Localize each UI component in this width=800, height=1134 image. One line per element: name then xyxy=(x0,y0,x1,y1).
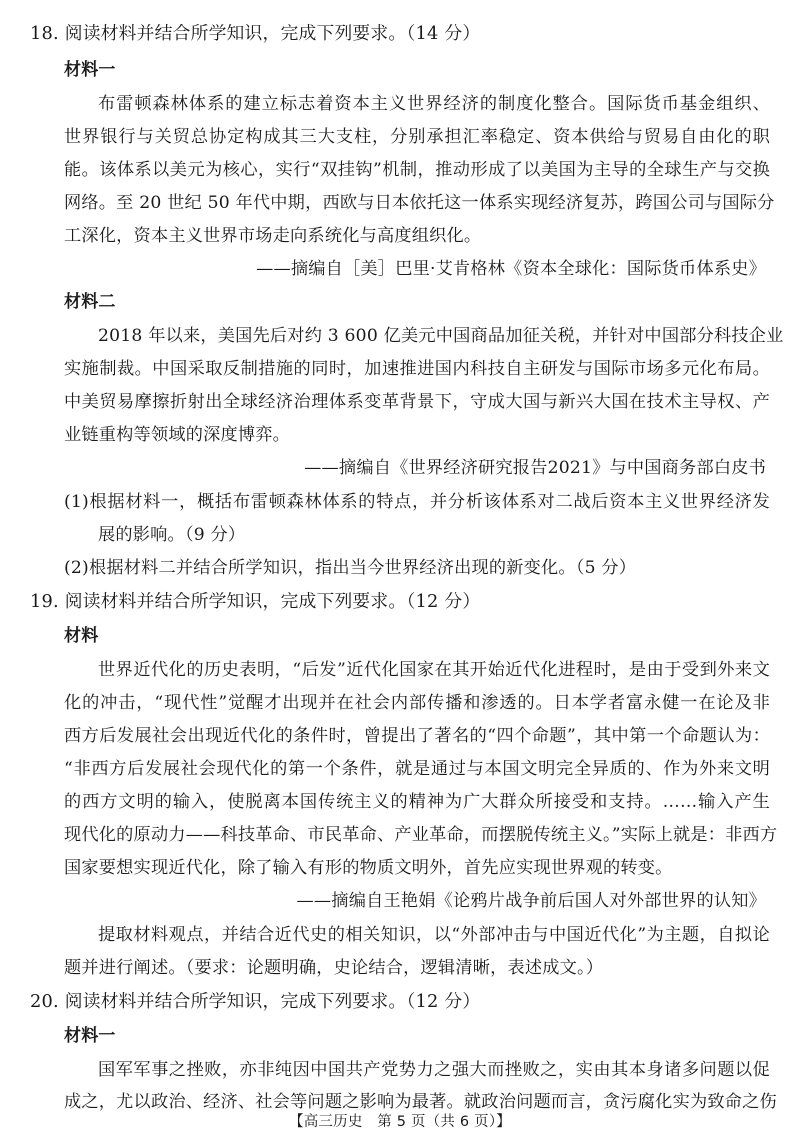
q19-material-line: 国家要想实现近代化，除了输入有形的物质文明外，首先应实现世界观的转变。 xyxy=(64,858,673,878)
q19-task-line: 提取材料观点，并结合近代史的相关知识，以“外部冲击与中国近代化”为主题，自拟论 xyxy=(98,925,770,945)
q18-material-2-line: 实施制裁。中国采取反制措施的同时，加速推进国内科技自主研发与国际市场多元化布局。 xyxy=(64,359,770,379)
question-19-heading: 19. 阅读材料并结合所学知识，完成下列要求。（12 分） xyxy=(30,591,481,612)
q18-material-1-line: 工深化，资本主义世界市场走向系统化与高度组织化。 xyxy=(64,226,482,246)
q19-material-line: “非西方后发展社会现代化的第一个条件，就是通过与本国文明完全异质的、作为外来文明 xyxy=(64,759,770,779)
question-20-heading: 20. 阅读材料并结合所学知识，完成下列要求。（12 分） xyxy=(30,991,481,1012)
q19-material-line: 世界近代化的历史表明，“后发”近代化国家在其开始近代化进程时，是由于受到外来文 xyxy=(98,660,770,680)
q18-material-1-title: 材料一 xyxy=(64,60,116,80)
q18-material-1-line: 能。该体系以美元为核心，实行“双挂钩”机制，推动形成了以美国为主导的全球生产与交换 xyxy=(64,160,770,180)
q19-material-line: 西方后发展社会出现近代化的条件时，曾提出了著名的“四个命题”，其中第一个命题认为： xyxy=(64,726,770,746)
q19-material-title: 材料 xyxy=(64,626,99,646)
q20-material-1-line: 成之，尤以政治、经济、社会等问题之影响为最著。就政治问题而言，贪污腐化实为致命之伤 xyxy=(64,1092,777,1112)
q18-subquestion-1: (1)根据材料一，概括布雷顿森林体系的特点，并分析该体系对二战后资本主义世界经济发 xyxy=(64,492,770,512)
question-18-heading: 18. 阅读材料并结合所学知识，完成下列要求。（14 分） xyxy=(30,23,481,44)
q19-material-line: 现代化的原动力——科技革命、市民革命、产业革命，而摆脱传统主义。”实际上就是：非西方 xyxy=(64,825,778,845)
q20-material-1-title: 材料一 xyxy=(64,1026,116,1046)
q18-material-1-line: 布雷顿森林体系的建立标志着资本主义世界经济的制度化整合。国际货币基金组织、 xyxy=(98,94,770,114)
q18-material-1-line: 网络。至 20 世纪 50 年代中期，西欧与日本依托这一体系实现经济复苏，跨国公司与国际分 xyxy=(64,193,775,213)
q18-material-1-line: 世界银行与关贸总协定构成其三大支柱，分别承担汇率稳定、资本供给与贸易自由化的职 xyxy=(64,127,770,147)
q19-material-line: 的西方文明的输入，使脱离本国传统主义的精神为广大群众所接受和支持。……输入产生 xyxy=(64,792,770,812)
q18-subquestion-2: (2)根据材料二并结合所学知识，指出当今世界经济出现的新变化。（5 分） xyxy=(64,558,637,578)
q18-material-1-source: ——摘编自［美］巴里·艾肯格林《资本全球化：国际货币体系史》 xyxy=(256,259,766,279)
q18-material-2-title: 材料二 xyxy=(64,292,116,312)
q20-material-1-line: 国军军事之挫败，亦非纯因中国共产党势力之强大而挫败之，实由其本身诸多问题以促 xyxy=(98,1060,770,1080)
q18-material-2-source: ——摘编自《世界经济研究报告2021》与中国商务部白皮书 xyxy=(304,458,766,478)
q19-material-line: 化的冲击，“现代性”觉醒才出现并在社会内部传播和渗透的。日本学者富永健一在论及非 xyxy=(64,693,770,713)
q18-material-2-line: 中美贸易摩擦折射出全球经济治理体系变革背景下，守成大国与新兴大国在技术主导权、产 xyxy=(64,392,770,412)
q19-material-source: ——摘编自王艳娟《论鸦片战争前后国人对外部世界的认知》 xyxy=(296,891,766,911)
page-footer: 【高三历史 第 5 页（共 6 页）】 xyxy=(289,1114,511,1130)
q18-material-2-line: 业链重构等领域的深度博弈。 xyxy=(64,425,291,445)
q18-material-2-line: 2018 年以来，美国先后对约 3 600 亿美元中国商品加征关税，并针对中国部分科技企业 xyxy=(98,326,784,346)
q19-task-line: 题并进行阐述。（要求：论题明确，史论结合，逻辑清晰，表述成文。） xyxy=(64,958,604,978)
q18-subquestion-1-cont: 展的影响。（9 分） xyxy=(98,525,246,545)
